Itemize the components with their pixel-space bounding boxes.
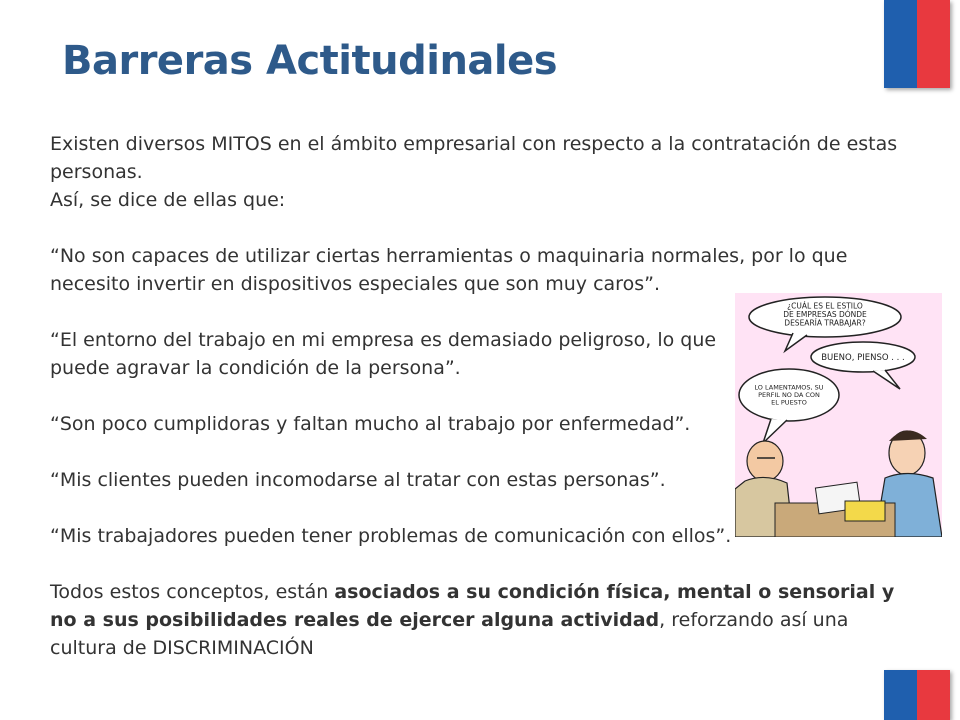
bubble-1-text: ¿CUÁL ES EL ESTILO DE EMPRESAS DÓNDE DESEARÍA TRABAJAR?: [783, 301, 867, 328]
flag-red-stripe: [917, 0, 950, 88]
intro-line-1: Existen diversos MITOS en el ámbito empresarial con respecto a la contratación de estas personas.: [50, 133, 898, 183]
cartoon-illustration: [735, 293, 942, 537]
intro-line-2: Así, se dice de ellas que:: [50, 189, 286, 211]
conclusion-text-2: , reforzando así una cultura de DISCRIMINACIÓN: [50, 609, 849, 659]
myth-quote-3: “Son poco cumplidoras y faltan mucho al trabajo por enfermedad”.: [50, 413, 691, 435]
myth-quote-4: “Mis clientes pueden incomodarse al tratar con estas personas”.: [50, 469, 666, 491]
bubble-3-text: LO LAMENTAMOS, SU PERFIL NO DA CON EL PUESTO: [754, 383, 824, 407]
flag-blue-stripe: [884, 0, 917, 88]
slide-title: Barreras Actitudinales: [62, 38, 558, 84]
bubble-2-text: BUENO, PIENSO . . .: [821, 353, 905, 363]
conclusion-bold-text: asociados a su condición física, mental o sensorial y no a sus posibilidades reales de ejercer alguna actividad: [50, 581, 895, 631]
myth-quote-2: “El entorno del trabajo en mi empresa es demasiado peligroso, lo que puede agravar la condición de la persona”.: [50, 329, 717, 379]
flag-blue-stripe: [884, 670, 917, 720]
flag-red-stripe: [917, 670, 950, 720]
myth-quote-5: “Mis trabajadores pueden tener problemas de comunicación con ellos”.: [50, 525, 732, 547]
myth-quote-1: “No son capaces de utilizar ciertas herramientas o maquinaria normales, por lo que necesito invertir en dispositivos especiales que son muy caros”.: [50, 245, 848, 295]
conclusion-paragraph: [50, 578, 900, 662]
chile-flag-decoration-bottom: [884, 670, 950, 720]
conclusion-text-1: Todos estos conceptos, están: [50, 581, 335, 603]
chile-flag-decoration-top: [884, 0, 950, 88]
